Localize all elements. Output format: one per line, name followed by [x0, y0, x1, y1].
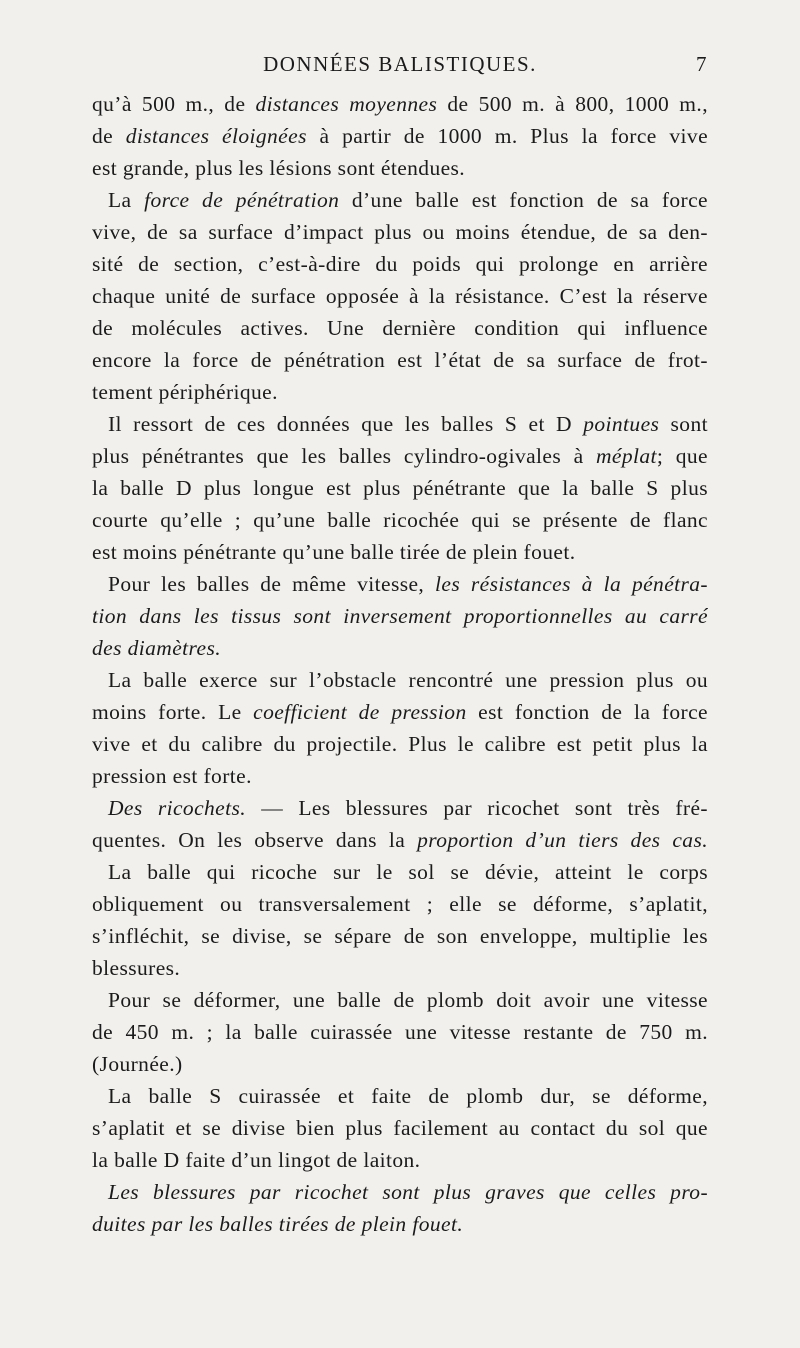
- text-line: [92, 1080, 708, 1112]
- text-line: [92, 536, 708, 568]
- text-line: [92, 1208, 708, 1240]
- text-segment: qu’à 500 m., de: [92, 92, 256, 116]
- text-segment: tement périphérique.: [92, 380, 278, 404]
- text-segment: s’aplatit et se divise bien plus facilement au contact du sol que: [92, 1116, 708, 1140]
- italic-text: duites par les balles tirées de plein fouet.: [92, 1212, 464, 1236]
- italic-text: des diamètres.: [92, 636, 222, 660]
- text-line: [92, 568, 708, 600]
- text-segment: La balle qui ricoche sur le sol se dévie, atteint le corps: [108, 860, 708, 884]
- text-line: [92, 888, 708, 920]
- text-line: [92, 760, 708, 792]
- italic-text: force de pénétration: [144, 188, 340, 212]
- text-segment: (Journée.): [92, 1052, 183, 1076]
- text-line: [92, 248, 708, 280]
- text-line: [92, 664, 708, 696]
- text-line: [92, 696, 708, 728]
- text-line: [92, 88, 708, 120]
- text-segment: La balle S cuirassée et faite de plomb dur, se déforme,: [108, 1084, 708, 1108]
- chapter-title: DONNÉES BALISTIQUES.: [263, 52, 537, 76]
- body-text: [92, 88, 708, 1240]
- text-segment: ; que: [656, 444, 708, 468]
- text-segment: est moins pénétrante qu’une balle tirée de plein fouet.: [92, 540, 576, 564]
- text-segment: de molécules actives. Une dernière condition qui influence: [92, 316, 708, 340]
- text-segment: la balle D faite d’un lingot de laiton.: [92, 1148, 421, 1172]
- text-segment: vive et du calibre du projectile. Plus le calibre est petit plus la: [92, 732, 708, 756]
- text-segment: à partir de 1000 m. Plus la force vive: [306, 124, 708, 148]
- text-line: [92, 504, 708, 536]
- italic-text: proportion d’un tiers des cas.: [417, 828, 708, 852]
- text-segment: blessures.: [92, 956, 181, 980]
- text-line: [92, 120, 708, 152]
- text-segment: vive, de sa surface d’impact plus ou moins étendue, de sa den-: [92, 220, 708, 244]
- text-segment: Il ressort de ces données que les balles S et D: [108, 412, 584, 436]
- italic-text: pointues: [583, 412, 660, 436]
- text-segment: La: [108, 188, 145, 212]
- italic-text: distances éloignées: [125, 124, 307, 148]
- text-segment: Pour se déformer, une balle de plomb doit avoir une vitesse: [108, 988, 708, 1012]
- text-segment: pression est forte.: [92, 764, 252, 788]
- text-line: [92, 1048, 708, 1080]
- text-line: [92, 792, 708, 824]
- text-line: [92, 920, 708, 952]
- text-segment: moins forte. Le: [92, 700, 254, 724]
- italic-text: tion dans les tissus sont inversement proportionnelles au carré: [92, 604, 708, 628]
- text-line: [92, 632, 708, 664]
- text-segment: de 500 m. à 800, 1000 m.,: [437, 92, 708, 116]
- text-segment: d’une balle est fonction de sa force: [339, 188, 708, 212]
- text-line: [92, 280, 708, 312]
- text-line: [92, 1016, 708, 1048]
- text-line: [92, 376, 708, 408]
- text-line: [92, 472, 708, 504]
- page-number: 7: [696, 52, 708, 76]
- text-segment: obliquement ou transversalement ; elle se déforme, s’aplatit,: [92, 892, 708, 916]
- text-line: [92, 152, 708, 184]
- text-line: [92, 312, 708, 344]
- text-segment: Pour les balles de même vitesse,: [108, 572, 436, 596]
- italic-text: méplat: [595, 444, 657, 468]
- text-line: [92, 856, 708, 888]
- text-segment: chaque unité de surface opposée à la résistance. C’est la réserve: [92, 284, 708, 308]
- text-line: [92, 1112, 708, 1144]
- text-line: [92, 440, 708, 472]
- text-segment: la balle D plus longue est plus pénétrante que la balle S plus: [92, 476, 708, 500]
- italic-text: Les blessures par ricochet sont plus graves que celles pro-: [108, 1180, 708, 1204]
- text-line: [92, 728, 708, 760]
- text-segment: de 450 m. ; la balle cuirassée une vitesse restante de 750 m.: [92, 1020, 708, 1044]
- text-segment: plus pénétrantes que les balles cylindro-ogivales à: [92, 444, 596, 468]
- text-line: [92, 1144, 708, 1176]
- text-segment: sont: [659, 412, 708, 436]
- text-line: [92, 184, 708, 216]
- text-segment: La balle exerce sur l’obstacle rencontré une pression plus ou: [108, 668, 708, 692]
- text-segment: de: [92, 124, 126, 148]
- text-segment: quentes. On les observe dans la: [92, 828, 418, 852]
- text-line: [92, 344, 708, 376]
- text-line: [92, 408, 708, 440]
- text-line: [92, 1176, 708, 1208]
- text-line: [92, 600, 708, 632]
- italic-text: coefficient de pression: [253, 700, 467, 724]
- text-segment: est fonction de la force: [466, 700, 708, 724]
- text-segment: encore la force de pénétration est l’état de sa surface de frot-: [92, 348, 708, 372]
- text-line: [92, 824, 708, 856]
- text-segment: courte qu’elle ; qu’une balle ricochée qui se présente de flanc: [92, 508, 708, 532]
- text-line: [92, 216, 708, 248]
- running-header: [92, 52, 708, 82]
- italic-text: Des ricochets.: [108, 796, 247, 820]
- text-line: [92, 952, 708, 984]
- text-segment: est grande, plus les lésions sont étendues.: [92, 156, 466, 180]
- text-segment: sité de section, c’est-à-dire du poids qui prolonge en arrière: [92, 252, 708, 276]
- text-segment: s’infléchit, se divise, se sépare de son enveloppe, multiplie les: [92, 924, 708, 948]
- text-segment: — Les blessures par ricochet sont très fré-: [246, 796, 708, 820]
- text-line: [92, 984, 708, 1016]
- italic-text: distances moyennes: [255, 92, 438, 116]
- italic-text: les résistances à la pénétra-: [435, 572, 708, 596]
